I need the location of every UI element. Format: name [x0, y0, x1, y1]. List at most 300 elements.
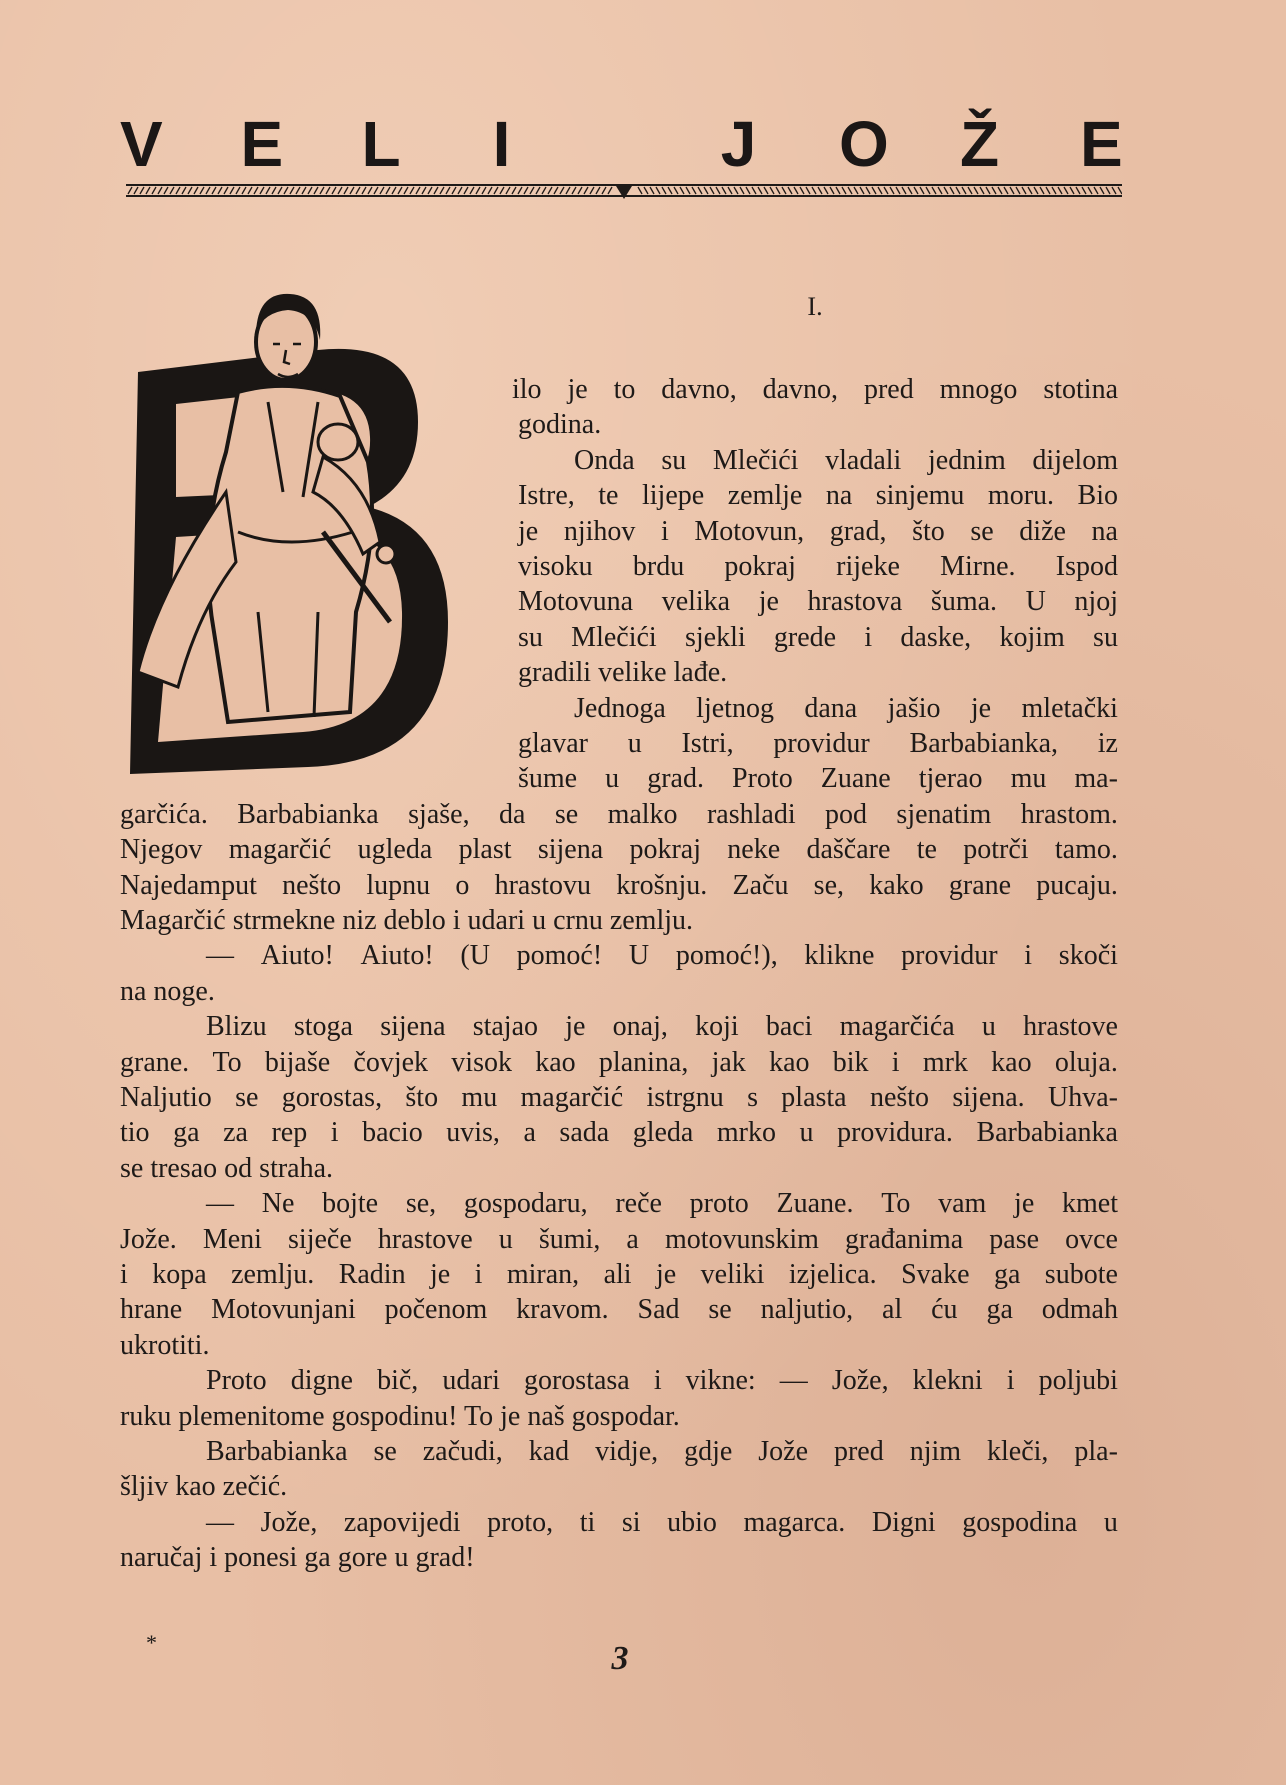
rule-hatch-mark: [512, 187, 516, 194]
word: grad.: [647, 763, 704, 795]
title-letter: I: [492, 108, 511, 180]
word: čovjek: [353, 1046, 429, 1078]
word: U: [1025, 586, 1046, 618]
rule-hatch-mark: [386, 187, 390, 194]
rule-hatch-mark: [458, 187, 462, 194]
rule-hatch-mark: [1076, 187, 1080, 194]
word: providura.: [837, 1117, 953, 1149]
rule-hatch-mark: [302, 187, 306, 194]
word: ga: [173, 1117, 200, 1149]
word: se: [970, 515, 994, 547]
word: Mlečići: [712, 444, 799, 476]
word: Mirne.: [940, 551, 1016, 582]
rule-hatch-mark: [584, 187, 588, 194]
word: šuma.: [930, 586, 998, 618]
word: u: [627, 728, 642, 759]
word: ubio: [667, 1506, 717, 1538]
word: a: [523, 1117, 536, 1149]
rule-hatch-mark: [878, 187, 882, 194]
rule-hatch-mark: [152, 187, 156, 194]
rule-hatch-mark: [434, 187, 438, 194]
word: mletački: [1021, 692, 1118, 724]
rule-hatch-mark: [968, 187, 972, 194]
word: magarčić: [520, 1082, 624, 1113]
word: diže: [1019, 515, 1066, 547]
rule-hatch-mark: [698, 187, 702, 194]
text-line: [206, 1434, 1118, 1469]
rule-hatch-mark: [488, 187, 492, 194]
word: ali: [603, 1259, 632, 1290]
word: Jednoga: [574, 692, 666, 724]
word: Blizu: [206, 1011, 267, 1043]
word: kao: [991, 1046, 1032, 1078]
rule-hatch-mark: [404, 187, 408, 194]
rule-hatch-mark: [278, 187, 282, 194]
word: začudi,: [422, 1436, 503, 1467]
rule-hatch-mark: [536, 187, 540, 194]
word: stoga: [293, 1011, 353, 1043]
text-line: [120, 1257, 1118, 1292]
word: jak: [711, 1046, 746, 1078]
word: bijaše: [264, 1046, 331, 1078]
word: Sad: [637, 1294, 680, 1326]
rule-hatch-mark: [602, 187, 606, 194]
rule-hatch-mark: [170, 187, 174, 194]
rule-hatch-mark: [740, 187, 744, 194]
rule-hatch-mark: [896, 187, 900, 194]
word: su: [1093, 621, 1118, 653]
rule-hatch-mark: [674, 187, 678, 194]
word: hrastove: [377, 1223, 473, 1255]
word: i: [653, 1365, 662, 1397]
rule-hatch-mark: [590, 187, 594, 194]
word: Motovunjani: [211, 1294, 356, 1326]
word: moru.: [987, 480, 1055, 512]
word: pred: [833, 1436, 884, 1467]
word: te: [598, 480, 619, 512]
rule-hatch-mark: [800, 187, 804, 194]
word: odmah: [1041, 1294, 1118, 1326]
word: klekni: [912, 1365, 983, 1397]
text-line: [206, 1505, 1118, 1540]
word: šumi,: [538, 1223, 601, 1255]
rule-hatch-mark: [248, 187, 252, 194]
rule-hatch-mark: [1016, 187, 1020, 194]
word: Najedamput: [120, 869, 257, 901]
word: Zuane.: [776, 1188, 854, 1220]
rule-hatch-mark: [1088, 187, 1092, 194]
word: bojte: [322, 1188, 379, 1220]
rule-hatch-mark: [782, 187, 786, 194]
rule-hatch-mark: [1064, 187, 1068, 194]
word: mrko: [716, 1117, 776, 1149]
word: —: [206, 1188, 234, 1220]
rule-hatch-mark: [692, 187, 696, 194]
word: brdu: [632, 551, 685, 582]
word: pase: [989, 1223, 1040, 1255]
word: rashladi: [706, 798, 796, 830]
word: mnogo: [939, 374, 1018, 405]
rule-hatch-mark: [548, 187, 552, 194]
rule-hatch-mark: [1022, 187, 1026, 194]
rule-hatch-mark: [566, 187, 570, 194]
rule-hatch-mark: [950, 187, 954, 194]
rule-hatch-mark: [410, 187, 414, 194]
rule-hatch-mark: [956, 187, 960, 194]
word: grane.: [120, 1046, 190, 1078]
rule-hatch-mark: [926, 187, 930, 194]
rule-hatch-mark: [560, 187, 564, 194]
word: Meni: [202, 1223, 262, 1255]
word: vikne:: [685, 1365, 756, 1397]
word: su: [661, 444, 687, 476]
title-letter: E: [1080, 108, 1123, 180]
word: bič,: [377, 1365, 419, 1397]
rule-hatch-mark: [578, 187, 582, 194]
word: U: [628, 940, 650, 972]
rule-hatch-mark: [146, 187, 150, 194]
rule-hatch-mark: [884, 187, 888, 194]
rule-hatch-mark: [908, 187, 912, 194]
word: u: [799, 1117, 814, 1149]
word: šume: [518, 763, 578, 795]
word: glavar: [518, 728, 588, 759]
word: Aiuto!: [260, 940, 334, 972]
text-line: [206, 1009, 1118, 1044]
rule-hatch-mark: [266, 187, 270, 194]
word: gleda: [632, 1117, 694, 1149]
rule-hatch-mark: [842, 187, 846, 194]
word: Barbabianka: [206, 1436, 348, 1467]
word: ilo: [512, 374, 542, 405]
word: mu: [1010, 763, 1047, 795]
word: reče: [615, 1188, 662, 1220]
rule-hatch-mark: [284, 187, 288, 194]
word: Bio: [1077, 480, 1118, 512]
word: rep: [271, 1117, 308, 1149]
word: —: [206, 1506, 234, 1538]
ornamental-rule: [126, 182, 1122, 200]
word: jašio: [887, 692, 941, 724]
word: jednim: [927, 444, 1006, 476]
word: hrastom.: [1020, 798, 1118, 830]
word: ma-: [1074, 763, 1118, 795]
word: Istre,: [518, 480, 575, 512]
word: na: [1091, 515, 1118, 547]
word: nešto: [869, 1082, 930, 1113]
rule-hatch-mark: [128, 187, 132, 194]
word: Naljutio: [120, 1082, 212, 1113]
text-line: [120, 1045, 1118, 1080]
word: kopa: [152, 1259, 207, 1290]
rule-hatch-mark: [260, 187, 264, 194]
word: sijena.: [952, 1082, 1025, 1113]
rule-hatch-mark: [362, 187, 366, 194]
word: plasta: [781, 1082, 847, 1113]
word: počenom: [384, 1294, 488, 1326]
rule-hatch-mark: [860, 187, 864, 194]
rule-hatch-mark: [812, 187, 816, 194]
word: vam: [938, 1188, 987, 1220]
rule-hatch-mark: [1010, 187, 1014, 194]
word: ga: [993, 1259, 1021, 1290]
word: proto,: [487, 1506, 554, 1538]
word: Digni: [871, 1506, 936, 1538]
word: i: [474, 1259, 483, 1290]
word: kmet: [1062, 1188, 1118, 1220]
page-title: [120, 108, 1123, 180]
word: naljutio,: [760, 1294, 854, 1326]
word: Barbabianka,: [909, 728, 1059, 759]
rule-hatch-mark: [644, 187, 648, 194]
rule-hatch-mark: [164, 187, 168, 194]
word: dijelom: [1032, 444, 1118, 476]
rule-hatch-mark: [158, 187, 162, 194]
title-letter: E: [240, 108, 284, 180]
rule-hatch-mark: [980, 187, 984, 194]
word: je: [758, 586, 779, 618]
word: tio: [120, 1117, 150, 1149]
word: veliki: [700, 1259, 765, 1290]
word: Svake: [901, 1259, 970, 1290]
word: Onda: [574, 444, 635, 476]
word: hrastove: [1023, 1011, 1118, 1043]
rule-hatch-mark: [1046, 187, 1050, 194]
rule-hatch-mark: [374, 187, 378, 194]
word: ću: [931, 1294, 958, 1326]
rule-hatch-mark: [272, 187, 276, 194]
word: vladali: [825, 444, 902, 476]
word: te: [916, 834, 937, 866]
rule-hatch-mark: [890, 187, 894, 194]
word: oluja.: [1054, 1046, 1118, 1078]
decorated-initial-b-illustration: [118, 292, 500, 782]
word: tamo.: [1054, 834, 1118, 866]
rule-hatch-mark: [218, 187, 222, 194]
rule-hatch-mark: [1034, 187, 1038, 194]
rule-hatch-mark: [494, 187, 498, 194]
word: istrgnu: [646, 1082, 724, 1113]
word: njihov: [563, 515, 636, 547]
rule-hatch-mark: [368, 187, 372, 194]
word: su: [518, 621, 543, 653]
rule-hatch-mark: [818, 187, 822, 194]
word: pod: [825, 798, 868, 830]
rule-hatch-mark: [182, 187, 186, 194]
word: skoči: [1058, 940, 1118, 972]
text-line: se tresao od straha.: [120, 1152, 334, 1184]
rule-hatch-mark: [500, 187, 504, 194]
word: visok: [451, 1046, 512, 1078]
word: digne: [290, 1365, 353, 1397]
word: —: [779, 1365, 808, 1397]
rule-hatch-mark: [464, 187, 468, 194]
rule-hatch-mark: [212, 187, 216, 194]
word: rijeke: [836, 551, 900, 582]
text-line: [512, 372, 1118, 407]
text-line: [120, 797, 1118, 832]
word: kako: [869, 869, 924, 901]
word: onaj,: [612, 1011, 668, 1043]
text-line: [120, 1115, 1118, 1150]
word: kravom.: [516, 1294, 609, 1326]
word: motovunskim: [664, 1223, 819, 1255]
rule-hatch-mark: [770, 187, 774, 194]
word: siječe: [288, 1223, 352, 1255]
word: daske,: [900, 621, 972, 653]
text-line: [120, 832, 1118, 867]
word: Radin: [338, 1259, 406, 1290]
word: na: [825, 480, 853, 512]
page-number: 3: [611, 1640, 629, 1677]
rule-hatch-mark: [686, 187, 690, 194]
rule-hatch-mark: [746, 187, 750, 194]
word: malko: [607, 798, 678, 830]
rule-hatch-mark: [752, 187, 756, 194]
rule-hatch-mark: [734, 187, 738, 194]
word: bacio: [362, 1117, 423, 1149]
word: (U: [460, 940, 490, 972]
word: Barbabianka: [237, 798, 379, 830]
word: Proto: [732, 763, 793, 795]
text-line: [206, 1186, 1118, 1221]
chapter-number: I.: [807, 292, 823, 321]
rule-hatch-mark: [1028, 187, 1032, 194]
rule-hatch-mark: [296, 187, 300, 194]
footer-mark: *: [146, 1630, 157, 1655]
text-line: na noge.: [120, 975, 215, 1007]
rule-hatch-mark: [938, 187, 942, 194]
word: to: [613, 374, 636, 405]
rule-hatch-mark: [482, 187, 486, 194]
word: se: [235, 1082, 259, 1113]
rule-hatch-mark: [1052, 187, 1056, 194]
word: al: [882, 1294, 903, 1326]
rule-hatch-mark: [716, 187, 720, 194]
rule-hatch-mark: [320, 187, 324, 194]
word: Ne: [261, 1188, 295, 1220]
rule-hatch-mark: [428, 187, 432, 194]
word: potrči: [963, 834, 1029, 866]
rule-hatch-mark: [608, 187, 612, 194]
title-letter: V: [120, 108, 163, 180]
word: Barbabianka: [976, 1117, 1118, 1149]
text-line: [518, 549, 1118, 584]
rule-hatch-mark: [596, 187, 600, 194]
text-line: [518, 620, 1118, 655]
word: gorostasa: [523, 1365, 630, 1397]
rule-hatch-mark: [932, 187, 936, 194]
word: Jože,: [260, 1506, 318, 1538]
rule-hatch-mark: [872, 187, 876, 194]
text-line: ruku plemenitome gospodinu! To je naš gospodar.: [120, 1400, 680, 1432]
word: velika: [661, 586, 731, 618]
word: zemlju.: [231, 1259, 315, 1290]
word: pomoć!: [516, 940, 603, 972]
rule-hatch-mark: [1106, 187, 1110, 194]
text-line: [518, 761, 1118, 796]
rule-hatch-mark: [914, 187, 918, 194]
rule-hatch-mark: [1082, 187, 1086, 194]
rule-hatch-mark: [440, 187, 444, 194]
rule-hatch-mark: [224, 187, 228, 194]
text-line: [120, 1292, 1118, 1327]
word: davno,: [661, 374, 737, 405]
text-line: naručaj i ponesi ga gore u grad!: [120, 1542, 475, 1574]
word: je: [518, 515, 539, 547]
rule-hatch-mark: [470, 187, 474, 194]
word: i: [661, 515, 669, 547]
word: poljubi: [1038, 1365, 1118, 1397]
word: sjaše,: [408, 798, 470, 830]
word: u: [981, 1011, 996, 1043]
word: sjekli: [684, 621, 746, 653]
word: stajao: [472, 1011, 539, 1043]
rule-hatch-mark: [854, 187, 858, 194]
title-letter: O: [839, 108, 889, 180]
word: gospodina: [962, 1506, 1078, 1538]
text-line: šljiv kao zečić.: [120, 1471, 288, 1503]
word: pomoć!),: [675, 940, 778, 972]
text-line: [518, 514, 1118, 549]
word: Začu: [732, 869, 789, 901]
rule-hatch-mark: [722, 187, 726, 194]
rule-hatch-mark: [206, 187, 210, 194]
rule-hatch-mark: [188, 187, 192, 194]
word: baci: [765, 1011, 813, 1043]
word: stotina: [1043, 374, 1118, 405]
word: kao: [769, 1046, 810, 1078]
rule-hatch-mark: [200, 187, 204, 194]
word: subote: [1044, 1259, 1118, 1290]
text-line: [518, 726, 1118, 761]
word: a: [626, 1223, 639, 1255]
word: i: [891, 1046, 900, 1078]
word: vidje,: [595, 1436, 659, 1467]
word: klikne: [804, 940, 875, 972]
word: miran,: [506, 1259, 580, 1290]
word: uvis,: [446, 1117, 500, 1149]
word: hrastovu: [494, 869, 592, 901]
text-line: [574, 691, 1118, 726]
word: To: [881, 1188, 911, 1220]
rule-hatch-mark: [728, 187, 732, 194]
word: je: [656, 1259, 677, 1290]
word: proto: [689, 1188, 749, 1220]
rule-hatch-mark: [134, 187, 138, 194]
title-letter: L: [361, 108, 401, 180]
text-line: [120, 1222, 1118, 1257]
rule-center-ornament: [616, 186, 632, 199]
rule-hatch-mark: [326, 187, 330, 194]
rule-hatch-mark: [242, 187, 246, 194]
rule-hatch-mark: [998, 187, 1002, 194]
rule-hatch-mark: [230, 187, 234, 194]
word: hrane: [120, 1294, 183, 1326]
rule-hatch-mark: [308, 187, 312, 194]
rule-hatch-mark: [254, 187, 258, 194]
word: gospodaru,: [463, 1188, 588, 1220]
word: i: [120, 1259, 128, 1290]
word: sijena: [537, 834, 604, 866]
rule-hatch-mark: [764, 187, 768, 194]
rule-hatch-mark: [572, 187, 576, 194]
word: i: [1024, 940, 1033, 972]
word: u: [1103, 1506, 1118, 1538]
word: ga: [986, 1294, 1013, 1326]
word: Motovuna: [518, 586, 634, 618]
word: izjelica.: [788, 1259, 877, 1290]
